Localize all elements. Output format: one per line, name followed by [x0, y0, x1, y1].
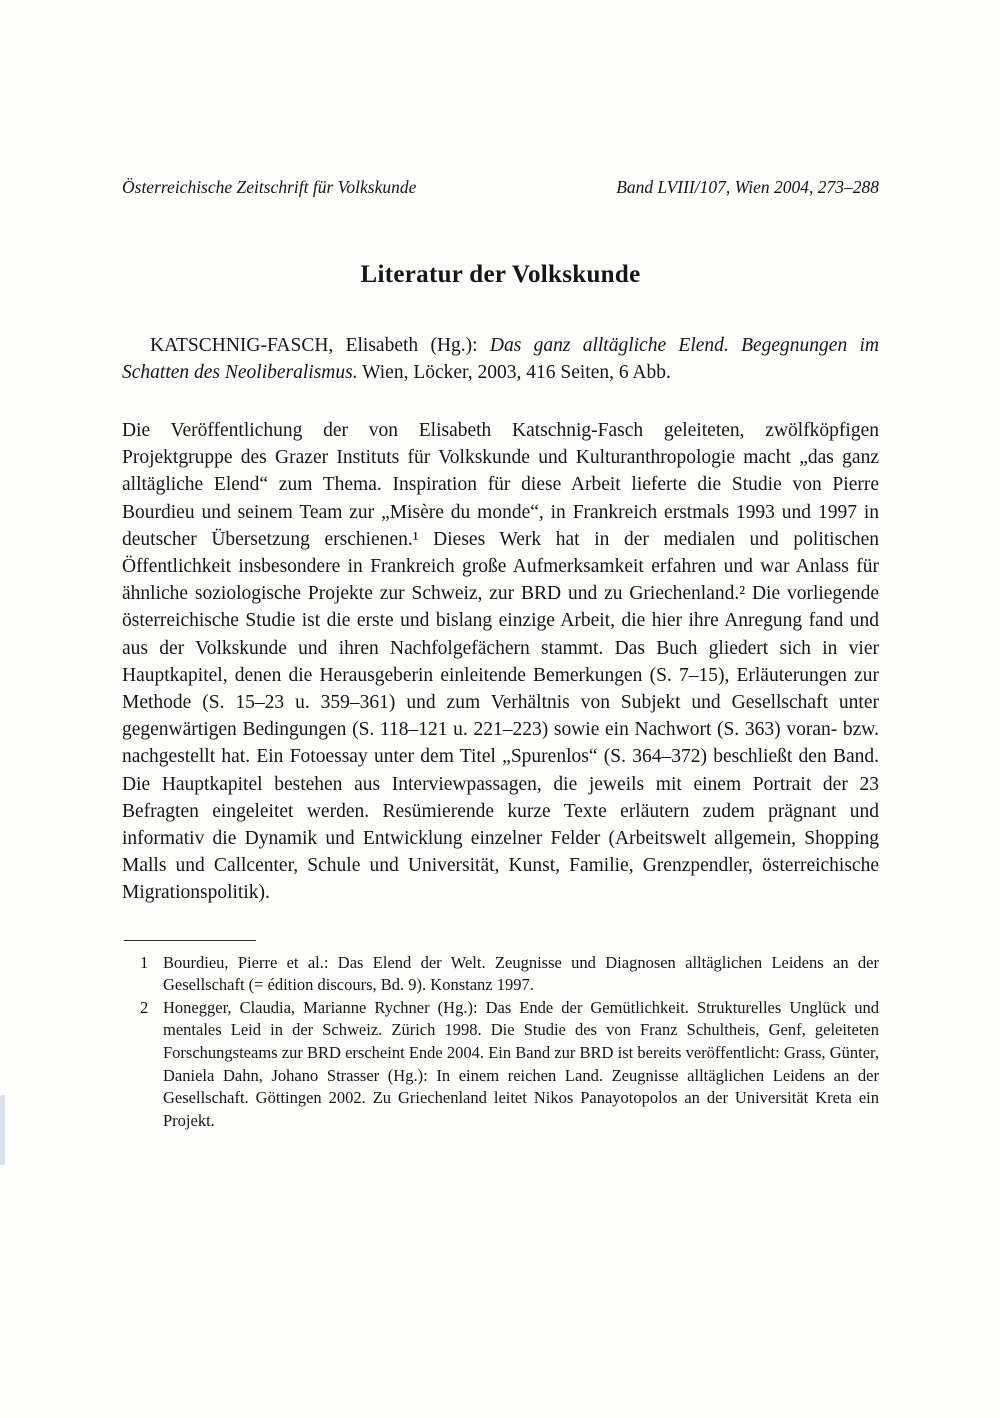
review-body-paragraph: Die Veröffentlichung der von Elisabeth Katschnig-Fasch geleiteten, zwölfköpfigen Projektgruppe des Grazer Instituts für Volkskunde und Kulturanthropologie macht „das ganz alltägliche Elend“ zum Thema. Inspiration für diese Arbeit lieferte die Studie von Pierre Bourdieu und seinem Team zur „Misère du monde“, in Frankreich erstmals 1993 und 1997 in deutscher Übersetzung erschienen.¹ Dieses Werk hat in der medialen und politischen Öffentlichkeit insbesondere in Frankreich große Aufmerksamkeit erfahren und war Anlass für ähnliche soziologische Projekte zur Schweiz, zur BRD und zu Griechenland.² Die vorliegende österreichische Studie ist die erste und bislang einzige Arbeit, die hier ihre Anregung fand und aus der Volkskunde und ihren Nachfolgefächern stammt. Das Buch gliedert sich in vier Hauptkapitel, denen die Herausgeberin einleitende Bemerkungen (S. 7–15), Erläuterungen zur Methode (S. 15–23 u. 359–361) und zum Verhältnis von Subjekt und Gesellschaft unter gegenwärtigen Bedingungen (S. 118–121 u. 221–223) sowie ein Nachwort (S. 363) voran- bzw. nachgestellt hat. Ein Fotoessay unter dem Titel „Spurenlos“ (S. 364–372) beschließt den Band. Die Hauptkapitel bestehen aus Interviewpassagen, die jeweils mit einem Portrait der 23 Befragten eingeleitet werden. Resümierende kurze Texte erläutern zudem prägnant und informativ die Dynamik und Entwicklung einzelner Felder (Arbeitswelt allgemein, Shopping Malls und Callcenter, Schule und Universität, Kunst, Familie, Grenzpendler, österreichische Migrationspolitik). — [122, 420, 879, 904]
page-content — [122, 0, 879, 1132]
footnote-2 — [122, 997, 879, 1133]
footnotes-section — [122, 952, 879, 1133]
journal-title: Österreichische Zeitschrift für Volkskunde — [122, 177, 417, 197]
scan-artifact-mark — [0, 1095, 5, 1165]
footnote-1 — [122, 952, 879, 997]
running-head — [122, 0, 879, 198]
footnote-1-number: 1 — [140, 952, 149, 972]
citation-author: KATSCHNIG-FASCH, Elisabeth (Hg.): — [150, 335, 490, 356]
citation-book-title: Das ganz alltägliche Elend. Begegnungen im Schatten des Neoliberalismus. — [122, 335, 879, 383]
footnote-divider — [124, 940, 256, 941]
book-citation — [122, 332, 879, 386]
page-title: Literatur der Volkskunde — [360, 261, 641, 288]
footnote-2-text: Honegger, Claudia, Marianne Rychner (Hg.): Das Ende der Gemütlichkeit. Strukturelles Unglück und mentales Leid in der Schweiz. Zürich 1998. Die Studie des von Franz Schultheis, Genf, geleiteten Forschungsteams zur BRD erscheint Ende 2004. Ein Band zur BRD ist bereits veröffentlicht: Grass, Günter, Daniela Dahn, Johano Strasser (Hg.): In einem reichen Land. Zeugnisse alltäglichen Leidens an der Gesellschaft. Göttingen 2002. Zu Griechenland leitet Nikos Panayotopolos an der Universität Kreta ein Projekt. — [163, 997, 879, 1130]
issue-info: Band LVIII/107, Wien 2004, 273–288 — [616, 177, 879, 197]
citation-publication-info: Wien, Löcker, 2003, 416 Seiten, 6 Abb. — [357, 362, 671, 383]
footnote-2-number: 2 — [140, 997, 149, 1017]
footnote-1-text: Bourdieu, Pierre et al.: Das Elend der Welt. Zeugnisse und Diagnosen alltäglichen Leidens an der Gesellschaft (= édition discours, Bd. 9). Konstanz 1997. — [163, 952, 879, 995]
